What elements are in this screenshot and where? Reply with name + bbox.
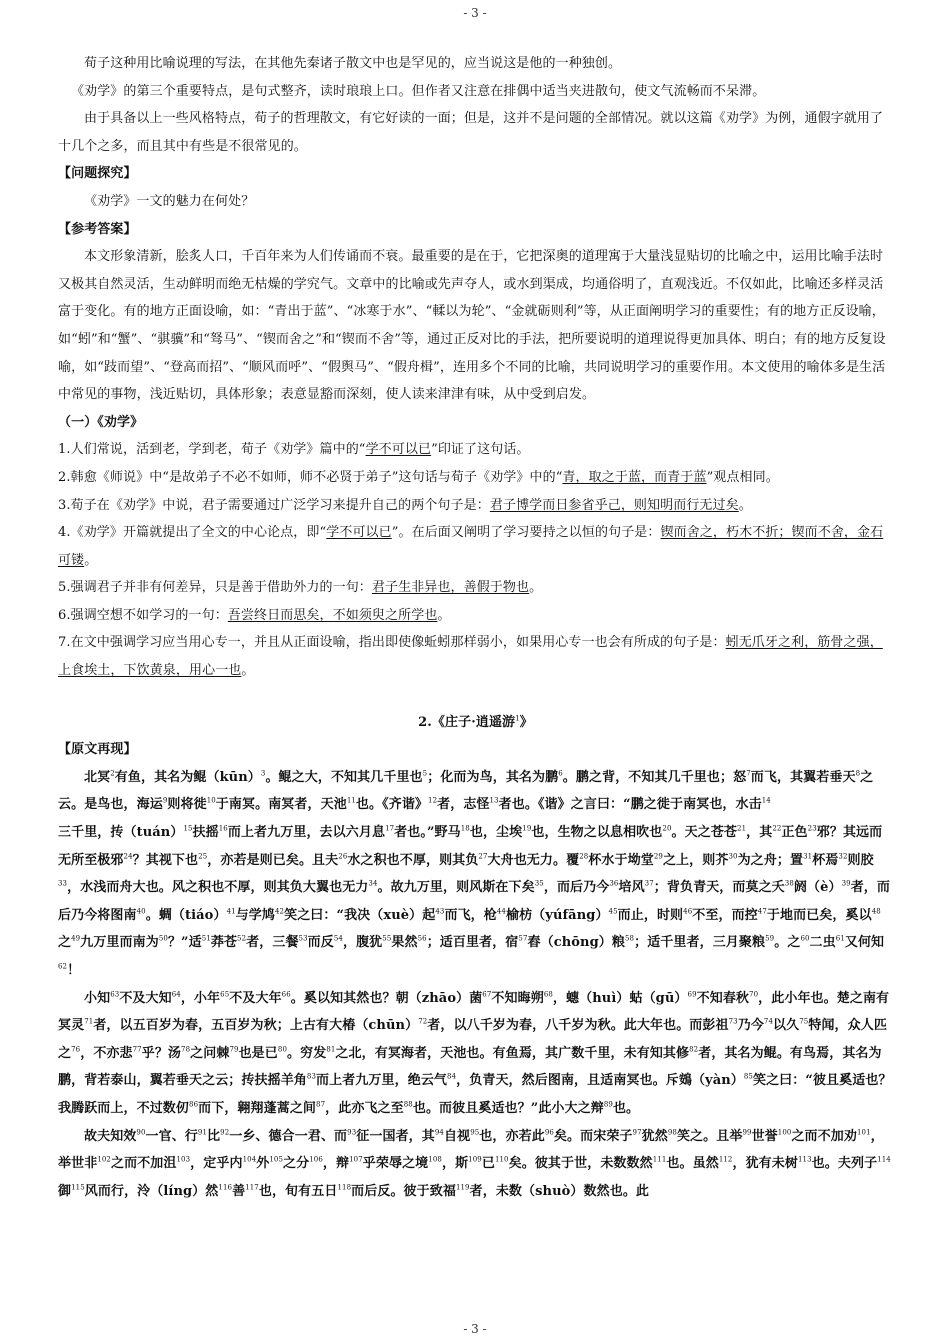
footnote-marker: 92 — [220, 1128, 230, 1137]
footnote-marker: 51 — [201, 935, 211, 944]
text-segment: 者，未数（shuò）数然也。此 — [469, 1183, 650, 1199]
footnote-marker: 28 — [579, 852, 589, 861]
text-segment: 一官、行 — [145, 1128, 198, 1144]
footnote-marker: 71 — [84, 1017, 94, 1026]
text-segment: 阏（è） — [793, 880, 842, 896]
item-suffix: ”观点相同。 — [706, 469, 779, 485]
text-segment: 也。《齐谐》 — [355, 797, 429, 813]
footnote-marker: 64 — [171, 990, 181, 999]
footnote-marker: 89 — [603, 1100, 613, 1109]
section-spacer — [58, 685, 893, 709]
text-segment: 特闻，众人匹之 — [58, 1018, 887, 1061]
footnote-marker: 40 — [136, 907, 146, 916]
footnote-marker: 105 — [269, 1155, 284, 1164]
footnote-marker: 97 — [632, 1128, 642, 1137]
footnote-marker: 18 — [460, 824, 470, 833]
footnote-marker: 53 — [298, 935, 308, 944]
footnote-marker: 47 — [757, 907, 767, 916]
text-segment: 笑之曰：“我决（xuè）起 — [284, 907, 436, 923]
text-segment: ；背负青天，而莫之夭 — [653, 880, 785, 896]
intro-paragraph-1: 荀子这种用比喻说理的写法，在其他先秦诸子散文中也是罕见的，应当说这是他的一种独创。 — [84, 56, 622, 71]
fill-item-6 — [58, 602, 893, 630]
item-suffix: 。 — [241, 663, 255, 679]
footnote-marker: 27 — [478, 852, 488, 861]
item-prompt: 7.在文中强调学习应当用心专一，并且从正面设喻，指出即使像蚯蚓那样弱小，如果用心专一也会有所成的句子是： — [58, 635, 726, 651]
footnote-marker: 38 — [784, 879, 794, 888]
footnote-marker: 22 — [772, 824, 782, 833]
footnote-marker: 3 — [260, 769, 266, 778]
footnote-marker: 108 — [428, 1155, 442, 1164]
footnote-marker: 30 — [728, 852, 738, 861]
footnote-marker: 114 — [877, 1155, 891, 1164]
footnote-marker: 39 — [841, 879, 851, 888]
text-segment: ；适千里者，三月聚粮 — [634, 935, 766, 951]
footnote-marker: 68 — [543, 990, 553, 999]
text-segment: ，其 — [746, 825, 773, 841]
text-segment: 而上者九万里，绝云气 — [316, 1073, 448, 1089]
text-segment: 扶摇 — [192, 825, 219, 841]
text-segment: 矣。彼其于世，未数数然 — [508, 1156, 653, 1172]
item-answer: 君子生非异也，善假于物也 — [371, 580, 530, 596]
intro-paragraph-3: 由于具备以上一些风格特点，荀子的哲理散文，有它好读的一面；但是，这并不是问题的全部情况。就以这篇《劝学》为例，通假字就用了十几个之多，而且其中有些是不很常见的。 — [58, 111, 884, 154]
footnote-marker: 5 — [422, 769, 428, 778]
text-segment: 矣。而宋荣子 — [553, 1128, 633, 1144]
footnote-marker: 33 — [58, 879, 68, 888]
text-segment: 培风 — [618, 880, 645, 896]
text-segment: 之北，有冥海者，天池也。有鱼焉，其广数千里，未有知其修 — [335, 1045, 690, 1061]
footnote-marker: 36 — [609, 879, 619, 888]
text-segment: 以久 — [773, 1018, 800, 1034]
footnote-marker: 12 — [428, 797, 438, 806]
text-segment: 者，志怪 — [437, 797, 490, 813]
text-segment: 于地而已矣，奚以 — [766, 907, 872, 923]
footnote-marker: 96 — [544, 1128, 554, 1137]
footnote-marker: 116 — [218, 1183, 233, 1192]
footnote-marker: 118 — [337, 1183, 352, 1192]
text-segment: 则将徙 — [167, 797, 207, 813]
text-segment: 也。虽然 — [666, 1156, 719, 1172]
footnote-marker: 59 — [765, 935, 775, 944]
document-page — [58, 50, 893, 1205]
footnote-marker: 31 — [803, 852, 813, 861]
text-segment: 自视 — [443, 1128, 471, 1144]
text-segment: ；化而为鸟，其名为鹏 — [427, 769, 559, 785]
text-segment: 杯水于坳堂 — [588, 852, 654, 868]
text-segment: ，蟪（huì）蛄（gū） — [552, 990, 688, 1006]
text-segment: 乃今 — [737, 1018, 764, 1034]
text-segment: 杯焉 — [812, 852, 839, 868]
footnote-marker: 74 — [763, 1017, 774, 1026]
footnote-marker: 44 — [496, 907, 506, 916]
text-segment: 而下，翱翔蓬蒿之间 — [198, 1100, 317, 1116]
footnote-marker: 46 — [683, 907, 693, 916]
footnote-marker: 17 — [385, 824, 395, 833]
footnote-marker: 85 — [743, 1073, 753, 1082]
footnote-marker: 61 — [835, 935, 845, 944]
text-segment: ！ — [67, 963, 81, 978]
text-segment: 不知春秋 — [696, 990, 750, 1006]
footnote-marker: 80 — [277, 1045, 287, 1054]
title-footnote-mark: 1 — [515, 714, 520, 723]
text-segment: 笑之曰：“彼且奚适也？我腾跃而上，不过数仞 — [58, 1073, 892, 1116]
footnote-marker: 66 — [281, 990, 291, 999]
item-suffix: 。 — [84, 552, 98, 568]
text-segment: 水之积也不厚，则其负 — [347, 852, 479, 868]
footnote-marker: 29 — [653, 852, 663, 861]
footnote-marker: 23 — [807, 824, 817, 833]
text-segment: 外 — [256, 1156, 270, 1172]
item-answer-2: 锲而舍之，朽木不折；锲而不舍，金石可镂 — [58, 525, 884, 568]
text-segment: 不知晦朔 — [491, 990, 544, 1006]
text-segment: 之 — [58, 935, 72, 951]
footnote-marker: 117 — [245, 1183, 259, 1192]
footnote-marker: 21 — [737, 824, 747, 833]
text-segment: 故夫知效 — [84, 1128, 137, 1144]
reference-answer: 本文形象清新，脍炙人口，千百年来为人们传诵而不衰。最重要的是在于，它把深奥的道理寓于大量浅显贴切的比喻之中，运用比喻手法时又极其自然灵活，生动鲜明而绝无枯燥的学究气。文章中的比喻或先声夺人，或水到渠成，均通俗明了，直观浅近。不仅如此，比喻还多样灵活富于变化。有的地方正面设喻，如：“青出于蓝”、“冰寒于水”、“輮以为轮”、“金就砺则利”等，从正面阐明学习的重要性；有的地方正反设喻，如“蚓”和“蟹”、“骐骥”和“驽马”、“锲而舍之”和“锲而不舍”等，通过正反对比的手法，把所要说明的道理说得更加具体、明白；有的地方反复设喻，如“跂而望”、“登高而招”、“顺风而呼”、“假舆马”、“假舟楫”，连用多个不同的比喻，共同说明学习的重要作用。本文使用的喻体多是生活中常见的事物，浅近贴切，具体形象；表意显豁而深刻，使人读来津津有味，从中受到启发。 — [58, 249, 886, 403]
footnote-marker: 48 — [871, 907, 881, 916]
text-segment: 者，其名为鲲。有鸟焉，其名为鹏，背若泰山，翼若垂天之云；抟扶摇羊角 — [58, 1045, 882, 1089]
text-segment: 之而不加沮 — [110, 1156, 177, 1172]
text-segment: ，斯 — [441, 1156, 469, 1172]
text-segment: 也，生物之以息相吹也 — [531, 825, 663, 841]
inquiry-question: 《劝学》一文的魅力在何处？ — [84, 193, 255, 209]
text-segment: ，举世非 — [58, 1128, 884, 1172]
footnote-marker: 90 — [136, 1128, 146, 1137]
item-answer: 学不可以已 — [365, 442, 432, 458]
text-segment: 之问棘 — [190, 1045, 230, 1061]
footnote-marker: 88 — [403, 1100, 413, 1109]
footnote-marker: 95 — [470, 1128, 480, 1137]
text-segment: 不至，而控 — [692, 907, 758, 923]
text-segment: 于南冥。南冥者，天池 — [215, 797, 347, 813]
footnote-marker: 50 — [158, 935, 168, 944]
footnote-marker: 67 — [482, 990, 492, 999]
text-segment: 不及大知 — [119, 990, 172, 1006]
footnote-marker: 119 — [455, 1183, 470, 1192]
text-segment: 一乡、德合一君、而 — [229, 1128, 348, 1144]
footnote-marker: 94 — [434, 1128, 444, 1137]
footnote-marker: 62 — [58, 962, 68, 971]
footnote-marker: 35 — [534, 879, 544, 888]
text-segment: 善 — [232, 1183, 246, 1199]
text-segment: 。鲲之大，不知其几千里也 — [265, 769, 423, 785]
original-paragraph-1 — [58, 764, 893, 985]
footnote-marker: 43 — [435, 907, 445, 916]
zhuangzi-title — [58, 709, 893, 737]
text-segment: 。故九万里，则风斯在下矣 — [377, 880, 535, 896]
section-heading-inquiry: 【问题探究】 — [58, 166, 137, 182]
text-segment: 也，旬有五日 — [258, 1183, 338, 1199]
text-segment: 乎荣辱之境 — [362, 1156, 429, 1172]
footnote-marker: 84 — [447, 1073, 457, 1082]
text-segment: ，定乎内 — [190, 1156, 243, 1172]
item-suffix: 。 — [738, 497, 752, 513]
item-suffix: 。 — [437, 607, 451, 623]
footnote-marker: 78 — [181, 1045, 191, 1054]
text-segment: 而后反。彼于致福 — [351, 1183, 456, 1199]
text-segment: 乎？汤 — [141, 1045, 182, 1061]
footnote-marker: 110 — [494, 1155, 509, 1164]
footnote-marker: 109 — [468, 1155, 482, 1164]
text-segment: 果然 — [391, 935, 418, 951]
text-segment: 舂（chōng）粮 — [527, 935, 625, 951]
footnote-marker: 16 — [218, 824, 228, 833]
text-segment: 不及大年 — [229, 990, 282, 1006]
text-segment: 而反 — [307, 935, 334, 951]
text-segment: 也，尘埃 — [469, 825, 523, 841]
footnote-marker: 99 — [742, 1128, 752, 1137]
footnote-marker: 73 — [728, 1017, 738, 1026]
item-prompt: 6.强调空想不如学习的一句： — [58, 607, 228, 623]
text-segment: 犹然 — [641, 1128, 668, 1144]
text-segment: 。鹏之背，不知其几千里也；怒 — [562, 769, 747, 785]
text-segment: 已 — [481, 1156, 495, 1172]
text-segment: 。穷发 — [287, 1045, 327, 1061]
text-segment: 者，以五百岁为春，五百岁为秋；上古有大椿（chūn） — [93, 1018, 419, 1034]
item-answer: 君子博学而日参省乎己，则知明而行无过矣 — [489, 497, 739, 513]
text-segment: 与学鸠 — [235, 907, 275, 923]
footnote-marker: 75 — [799, 1017, 809, 1026]
title-end: 》 — [519, 714, 533, 730]
text-segment: 也。 — [612, 1100, 640, 1116]
footnote-marker: 81 — [326, 1045, 336, 1054]
footnote-marker: 83 — [306, 1073, 317, 1082]
text-segment: 北冥 — [84, 769, 111, 785]
text-segment: 九万里而南为 — [80, 935, 159, 951]
text-segment: ，而后乃今 — [543, 880, 610, 896]
text-segment: 。之 — [774, 935, 801, 951]
text-segment: 之分 — [283, 1156, 310, 1172]
text-segment: 小知 — [84, 990, 111, 1006]
footnote-marker: 93 — [347, 1128, 357, 1137]
footnote-marker: 13 — [489, 797, 499, 806]
original-text-heading: 【原文再现】 — [58, 742, 137, 758]
footnote-marker: 86 — [189, 1100, 199, 1109]
text-segment: 者也。《谐》之言曰：“鹏之徙于南冥也，水击 — [498, 797, 762, 813]
text-segment: 三千里，抟（tuán） — [58, 825, 184, 841]
item-suffix: 。 — [529, 580, 543, 596]
fill-item-2 — [58, 464, 893, 492]
item-prompt: 5.强调君子并非有何差异，只是善于借助外力的一句： — [58, 580, 372, 596]
text-segment: ，此亦飞之至 — [325, 1100, 404, 1116]
footnote-marker: 26 — [338, 852, 348, 861]
text-segment: 则胶 — [847, 852, 874, 868]
text-segment: ？”适 — [167, 935, 202, 951]
footnote-marker: 65 — [220, 990, 230, 999]
footnote-marker: 24 — [123, 852, 133, 861]
footnote-marker: 102 — [97, 1155, 111, 1164]
footnote-marker: 72 — [418, 1017, 428, 1026]
footnote-marker: 101 — [856, 1128, 871, 1137]
footnote-marker: 87 — [316, 1100, 326, 1109]
text-segment: 比 — [207, 1128, 221, 1144]
original-paragraph-2 — [58, 985, 893, 1123]
footnote-marker: 77 — [132, 1045, 142, 1054]
text-segment: 也，亦若此 — [479, 1128, 545, 1144]
item-prompt: 3.荀子在《劝学》中说，君子需要通过广泛学习来提升自己的两个句子是： — [58, 497, 490, 513]
item-prompt: 1.人们常说，活到老，学到老，荀子《劝学》篇中的“ — [58, 442, 366, 458]
footnote-marker: 58 — [625, 935, 635, 944]
page-number-top: - 3 - — [463, 6, 487, 20]
text-segment: 。蜩（tiáo） — [145, 907, 227, 923]
text-segment: ，犹有未树 — [732, 1156, 798, 1172]
footnote-marker: 112 — [718, 1155, 733, 1164]
footnote-marker: 2 — [110, 769, 115, 778]
text-segment: 风而行，泠（líng）然 — [84, 1183, 219, 1199]
footnote-marker: 32 — [838, 852, 848, 861]
text-segment: ，腹犹 — [342, 935, 383, 951]
text-segment: 而飞，其翼若垂天 — [750, 769, 856, 785]
section-heading-answer: 【参考答案】 — [58, 221, 137, 237]
text-segment: ？其视下也 — [132, 852, 199, 868]
text-segment: ，小年 — [180, 990, 221, 1006]
text-segment: 也。而彼且奚适也？”此小大之辩 — [412, 1100, 604, 1116]
text-segment: 之云。是鸟也，海运 — [58, 769, 874, 813]
text-segment: 正色 — [781, 825, 808, 841]
text-segment: ，亦若是则已矣。且夫 — [207, 852, 339, 868]
footnote-marker: 25 — [198, 852, 208, 861]
footnote-marker: 49 — [71, 935, 81, 944]
item-answer: 吾尝终日而思矣，不如须臾之所学也 — [227, 607, 438, 623]
footnote-marker: 106 — [309, 1155, 323, 1164]
footnote-marker: 55 — [382, 935, 392, 944]
footnote-marker: 107 — [349, 1155, 363, 1164]
item-prompt: 4.《劝学》开篇就提出了全文的中心论点，即“ — [58, 525, 327, 541]
footnote-marker: 7 — [746, 769, 751, 778]
title-text: 2.《庄子·逍遥游 — [418, 714, 516, 730]
text-segment: 者，而后乃今将图南 — [58, 880, 890, 923]
footnote-marker: 15 — [183, 824, 193, 833]
text-segment: 又何知 — [844, 935, 885, 951]
text-segment: 也。夫列子 — [811, 1156, 878, 1172]
footnote-marker: 111 — [652, 1155, 667, 1164]
footnote-marker: 79 — [229, 1045, 239, 1054]
text-segment: 世誉 — [751, 1128, 778, 1144]
original-paragraph-3 — [58, 1123, 893, 1206]
footnote-marker: 42 — [274, 907, 285, 916]
footnote-marker: 91 — [197, 1128, 208, 1137]
footnote-marker: 6 — [558, 769, 563, 778]
text-segment: 也是已 — [238, 1045, 278, 1061]
text-segment: 莽苍 — [210, 935, 238, 951]
item-answer: 蚓无爪牙之利，筋骨之强，上食埃土，下饮黄泉，用心一也 — [58, 635, 883, 679]
fill-item-3 — [58, 492, 893, 520]
text-segment: 征一国者，其 — [356, 1128, 435, 1144]
text-segment: ，不亦悲 — [80, 1045, 133, 1061]
text-segment: ，水浅而舟大也。风之积也不厚，则其负大翼也无力 — [67, 880, 369, 896]
text-segment: 御 — [58, 1183, 72, 1199]
footnote-marker: 60 — [800, 935, 810, 944]
footnote-marker: 115 — [71, 1183, 85, 1192]
quanxue-heading: （一）《劝学》 — [58, 414, 144, 430]
text-segment: 为之舟；置 — [737, 852, 804, 868]
footnote-marker: 82 — [689, 1045, 699, 1054]
text-segment: 者，以八千岁为春，八千岁为秋。此大年也。而彭祖 — [427, 1018, 729, 1034]
fill-item-5 — [58, 574, 893, 602]
text-segment: 之而不加劝 — [791, 1128, 857, 1144]
item-answer: 青，取之于蓝，而青于蓝 — [562, 469, 707, 485]
text-segment: 者，三餐 — [246, 935, 299, 951]
footnote-marker: 57 — [518, 935, 528, 944]
fill-item-1 — [58, 436, 893, 464]
footnote-marker: 19 — [522, 824, 532, 833]
footnote-marker: 11 — [346, 797, 356, 806]
text-segment: ；适百里者，宿 — [426, 935, 519, 951]
footnote-marker: 100 — [777, 1128, 792, 1137]
footnote-marker: 98 — [667, 1128, 677, 1137]
footnote-marker: 9 — [162, 797, 168, 806]
text-segment: 有鱼，其名为鲲（kūn） — [114, 769, 261, 785]
footnote-marker: 104 — [242, 1155, 257, 1164]
footnote-marker: 34 — [368, 879, 378, 888]
footnote-marker: 54 — [333, 935, 343, 944]
footnote-marker: 69 — [687, 990, 697, 999]
text-segment: 笑之。且举 — [676, 1128, 743, 1144]
footnote-marker: 52 — [237, 935, 247, 944]
footnote-marker: 10 — [206, 797, 216, 806]
text-segment: 而止，时则 — [617, 907, 684, 923]
page-number-bottom: - 3 - — [463, 1322, 487, 1336]
text-segment: ，辩 — [322, 1156, 350, 1172]
footnote-marker: 76 — [71, 1045, 81, 1054]
text-segment: 而上者九万里，去以六月息 — [227, 825, 386, 841]
text-segment: 榆枋（yúfāng） — [505, 907, 609, 923]
item-answer: 学不可以已 — [326, 525, 392, 541]
text-segment: ，此小年也。楚之南有冥灵 — [58, 990, 890, 1034]
text-segment: 而飞，枪 — [444, 907, 497, 923]
text-segment: 邪？其远而无所至极邪 — [58, 825, 883, 868]
footnote-marker: 103 — [176, 1155, 191, 1164]
footnote-marker: 45 — [608, 907, 618, 916]
item-prompt: 2.韩愈《师说》中“是故弟子不必不如师，师不必贤于弟子”这句话与荀子《劝学》中的“ — [58, 469, 563, 485]
text-segment: 之上，则芥 — [662, 852, 729, 868]
text-segment: 。天之苍苍 — [671, 825, 738, 841]
item-suffix: ”印证了这句话。 — [431, 442, 530, 458]
fill-item-7 — [58, 629, 893, 684]
text-segment: 大舟也无力。覆 — [487, 852, 580, 868]
text-segment: 。奚以知其然也？朝（zhāo）菌 — [290, 990, 483, 1006]
footnote-marker: 14 — [761, 797, 771, 806]
footnote-marker: 8 — [855, 769, 861, 778]
footnote-marker: 113 — [798, 1155, 812, 1164]
intro-paragraph-2: 《劝学》的第三个重要特点，是句式整齐，读时琅琅上口。但作者又注意在排偶中适当夹进散句，使文气流畅而不呆滞。 — [71, 83, 766, 99]
footnote-marker: 37 — [644, 879, 654, 888]
footnote-marker: 41 — [226, 907, 236, 916]
fill-item-4 — [58, 519, 893, 574]
item-middle: ”。在后面又阐明了学习要持之以恒的句子是： — [391, 525, 661, 541]
text-segment: 者也。”野马 — [394, 825, 461, 841]
text-segment: ，负青天，然后图南，且适南冥也。斥鴳（yàn） — [456, 1073, 744, 1089]
footnote-marker: 20 — [662, 824, 672, 833]
footnote-marker: 63 — [110, 990, 120, 999]
text-segment: 二虫 — [809, 935, 836, 951]
footnote-marker: 70 — [749, 990, 759, 999]
footnote-marker: 56 — [417, 935, 427, 944]
